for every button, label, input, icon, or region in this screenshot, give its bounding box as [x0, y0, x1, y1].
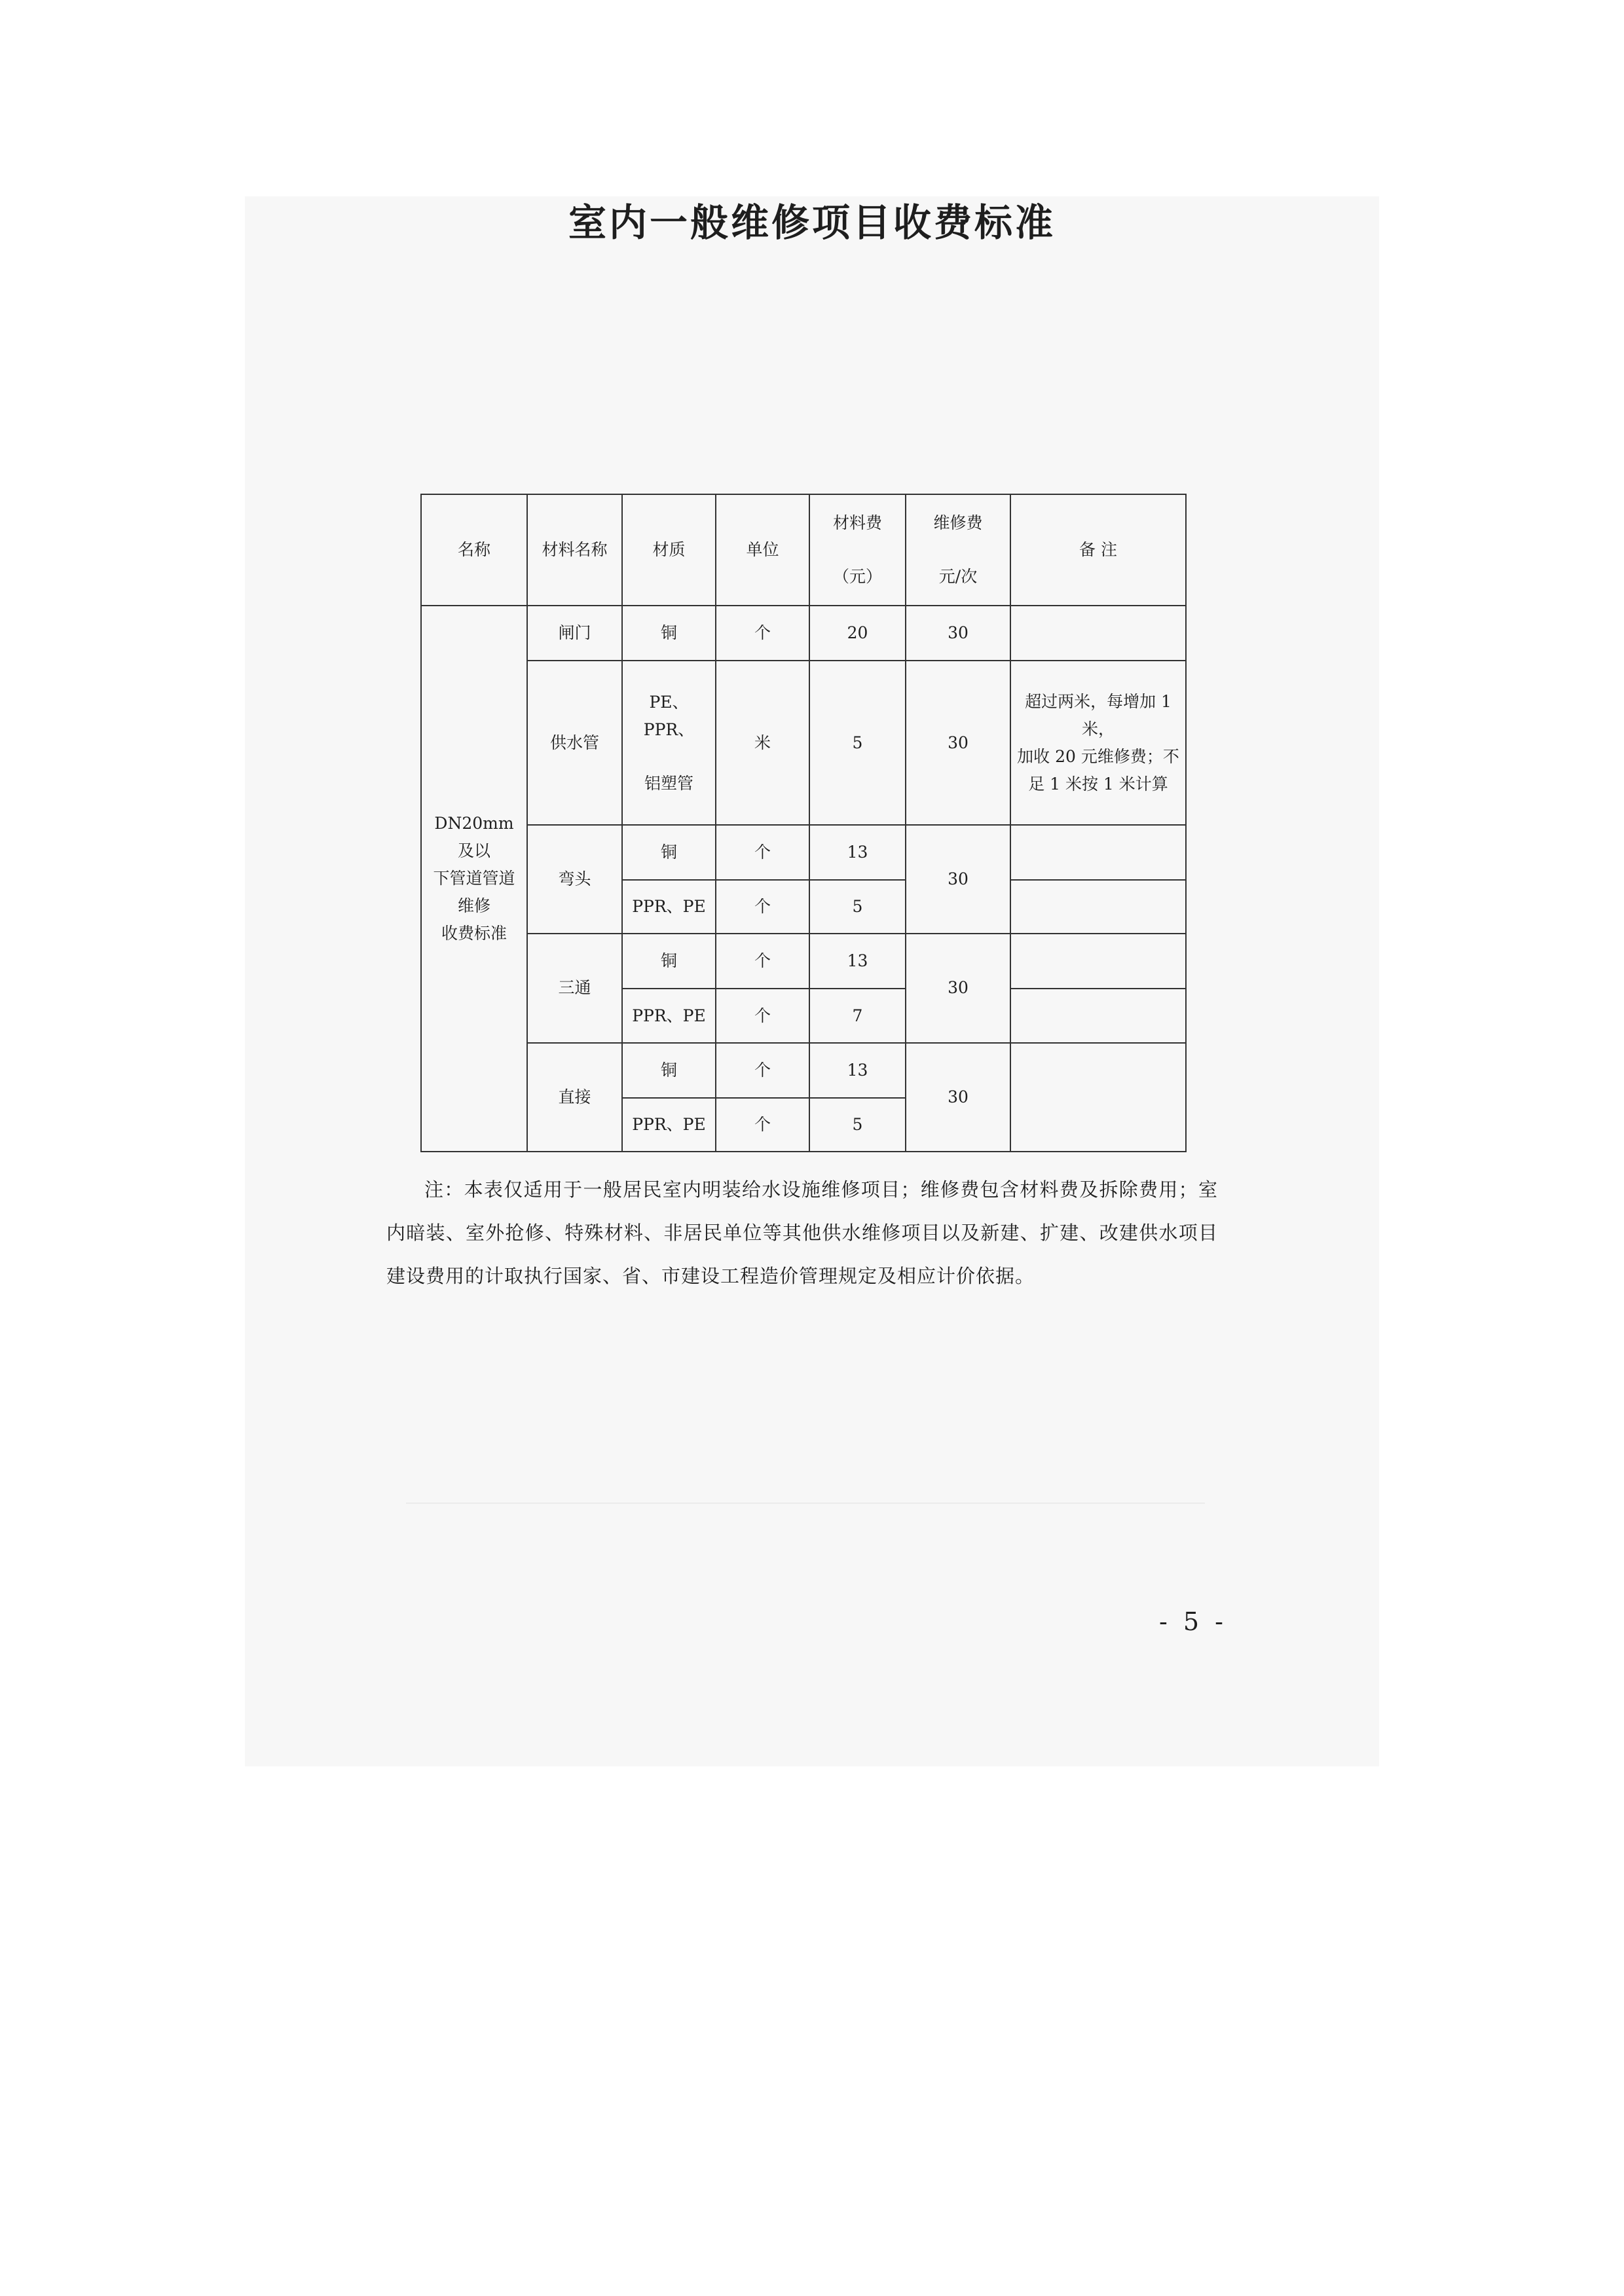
document-title: 室内一般维修项目收费标准 [568, 200, 1056, 245]
tee-remark [1010, 934, 1186, 989]
table-row [421, 606, 1186, 661]
header-row [421, 494, 1186, 606]
header-repair-fee-line2: 元/次 [938, 567, 978, 587]
header-repair-fee-line1: 维修费 [933, 513, 983, 533]
remark-line: 足 1 米按 1 米计算 [1028, 774, 1168, 793]
straight-repair: 30 [906, 1043, 1010, 1152]
elbow-material-copper: 铜 [622, 825, 716, 880]
straight-material-copper: 铜 [622, 1043, 716, 1098]
elbow-material-plastic: PPR、PE [622, 880, 716, 934]
tee-fee-copper: 13 [809, 934, 906, 989]
valve-fee: 20 [809, 606, 906, 661]
header-unit: 单位 [716, 494, 809, 606]
straight-fee-copper: 13 [809, 1043, 906, 1098]
category-line: 下管道管道 [433, 869, 515, 888]
category-line: 维修 [457, 896, 490, 916]
pipe-material [622, 661, 716, 824]
elbow-repair: 30 [906, 825, 1010, 934]
table-row [421, 934, 1186, 989]
tee-repair: 30 [906, 934, 1010, 1042]
tee-material-plastic: PPR、PE [622, 989, 716, 1042]
remark-line: 超过两米，每增加 1 米， [1025, 691, 1172, 738]
straight-remark [1010, 1043, 1186, 1152]
straight-unit-plastic: 个 [716, 1098, 809, 1152]
elbow-unit-plastic: 个 [716, 880, 809, 934]
category-cell [421, 606, 527, 1152]
pipe-material-line1: PE、PPR、 [643, 692, 695, 739]
pipe-remark [1010, 661, 1186, 824]
pipe-unit: 米 [716, 661, 809, 824]
straight-unit-copper: 个 [716, 1043, 809, 1098]
page-number: - 5 - [1159, 1607, 1228, 1636]
elbow-fee-plastic: 5 [809, 880, 906, 934]
elbow-fee-copper: 13 [809, 825, 906, 880]
header-repair-fee [906, 494, 1010, 606]
table-row [421, 661, 1186, 824]
header-material-name: 材料名称 [527, 494, 622, 606]
pipe-repair: 30 [906, 661, 1010, 824]
elbow-remark-2 [1010, 880, 1186, 934]
tee-name: 三通 [527, 934, 622, 1042]
valve-name: 闸门 [527, 606, 622, 661]
straight-fee-plastic: 5 [809, 1098, 906, 1152]
table-row [421, 825, 1186, 880]
straight-name: 直接 [527, 1043, 622, 1152]
straight-material-plastic: PPR、PE [622, 1098, 716, 1152]
tee-remark-2 [1010, 989, 1186, 1042]
tee-unit-plastic: 个 [716, 989, 809, 1042]
category-line: DN20mm 及以 [434, 814, 514, 861]
tee-unit-copper: 个 [716, 934, 809, 989]
header-remark: 备 注 [1010, 494, 1186, 606]
pipe-fee: 5 [809, 661, 906, 824]
header-material-fee-line1: 材料费 [832, 513, 882, 533]
header-material-fee-line2: （元） [832, 567, 882, 587]
footnote: 注：本表仅适用于一般居民室内明装给水设施维修项目；维修费包含材料费及拆除费用；室内暗装、室外抢修、特殊材料、非居民单位等其他供水维修项目以及新建、扩建、改建供水项目建设费用的计取执行国家、省、市建设工程造价管理规定及相应计价依据。 [386, 1178, 1218, 1287]
valve-remark [1010, 606, 1186, 661]
header-material: 材质 [622, 494, 716, 606]
valve-unit: 个 [716, 606, 809, 661]
valve-material: 铜 [622, 606, 716, 661]
category-line: 收费标准 [441, 924, 507, 943]
elbow-unit-copper: 个 [716, 825, 809, 880]
pipe-name: 供水管 [527, 661, 622, 824]
header-name: 名称 [421, 494, 527, 606]
table-row [421, 1043, 1186, 1098]
fee-table [420, 494, 1187, 1152]
pipe-material-line2: 铝塑管 [644, 773, 693, 793]
remark-line: 加收 20 元维修费；不 [1017, 746, 1179, 766]
elbow-remark [1010, 825, 1186, 880]
tee-fee-plastic: 7 [809, 989, 906, 1042]
bleed-through-line [406, 1503, 1205, 1550]
tee-material-copper: 铜 [622, 934, 716, 989]
elbow-name: 弯头 [527, 825, 622, 934]
valve-repair: 30 [906, 606, 1010, 661]
header-material-fee [809, 494, 906, 606]
